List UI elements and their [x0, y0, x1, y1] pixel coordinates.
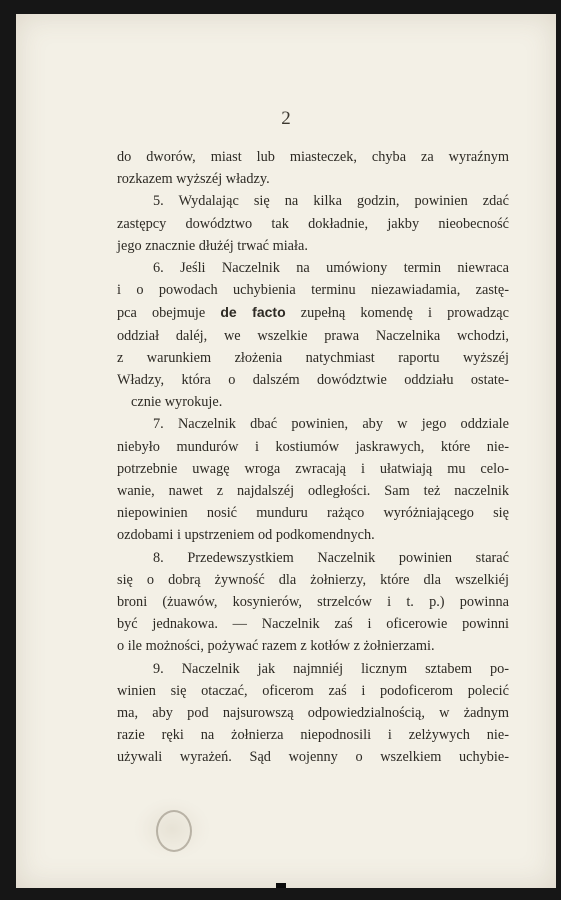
- text-line: o ile możności, pożywać razem z kotłów z żołnierzami.: [117, 638, 435, 655]
- text-line: z warunkiem złożenia natychmiast raportu wyższéj: [117, 349, 509, 366]
- book-page: [16, 14, 556, 888]
- text-line: rozkazem wyższéj władzy.: [117, 171, 270, 188]
- text-line: 5. Wydalając się na kilka godzin, powinien zdać: [153, 193, 509, 210]
- text-line: razie ręki na żołnierza niepodnosili i zelżywych nie-: [117, 727, 509, 744]
- binding-mark: [276, 883, 286, 888]
- text-line: pca obejmuje de facto zupełną komendę i prowadząc: [117, 304, 509, 322]
- text-line: jego znacznie dłużéj trwać miała.: [117, 237, 308, 254]
- text-line: zastępcy dowództwo tak dokładnie, jakby nieobecność: [117, 215, 509, 232]
- text-line: 9. Naczelnik jak najmniéj licznym sztabem po-: [153, 660, 509, 677]
- text-line: do dworów, miast lub miasteczek, chyba za wyraźnym: [117, 149, 509, 165]
- text-line: potrzebnie uwagę wroga zwracają i ułatwiają mu celo-: [117, 460, 509, 477]
- text-line: 8. Przedewszystkiem Naczelnik powinien starać: [153, 549, 509, 566]
- stamp-mark: [156, 810, 192, 852]
- text-line: niepowinien nosić munduru rażąco wyróżniającego się: [117, 505, 509, 522]
- text-line: wanie, nawet z najdalszéj odległości. Sam też naczelnik: [117, 483, 509, 500]
- text-line: się o dobrą żywność dla żołnierzy, które dla wszelkiéj: [117, 571, 509, 588]
- text-line: być jednakowa. — Naczelnik zaś i oficerowie powinni: [117, 616, 509, 633]
- text-line: 7. Naczelnik dbać powinien, aby w jego oddziale: [153, 416, 509, 433]
- text-line: winien się otaczać, oficerom zaś i podoficerom polecić: [117, 682, 509, 699]
- text-line: cznie wyrokuje.: [131, 394, 223, 411]
- text-line: 6. Jeśli Naczelnik na umówiony termin niewraca: [153, 260, 509, 277]
- text-line: i o powodach uchybienia terminu niezawiadamia, zastę-: [117, 282, 509, 299]
- text-line: ozdobami i upstrzeniem od podkomendnych.: [117, 527, 375, 544]
- emphasis-text: de facto: [220, 304, 286, 321]
- page-number: 2: [281, 108, 291, 129]
- text-line: używali wyrażeń. Sąd wojenny o wszelkiem uchybie-: [117, 749, 509, 766]
- text-line: Władzy, która o dalszém dowództwie oddziału ostate-: [117, 372, 509, 389]
- body-text: [117, 146, 509, 769]
- text-line: oddział daléj, we wszelkie prawa Naczelnika wchodzi,: [117, 327, 509, 344]
- text-line: niebyło mundurów i kostiumów jaskrawych, które nie-: [117, 438, 509, 455]
- text-line: ma, aby pod najsurowszą odpowiedzialnością, w żadnym: [117, 705, 509, 722]
- text-line: broni (żuawów, kosynierów, strzelców i t. p.) powinna: [117, 594, 509, 611]
